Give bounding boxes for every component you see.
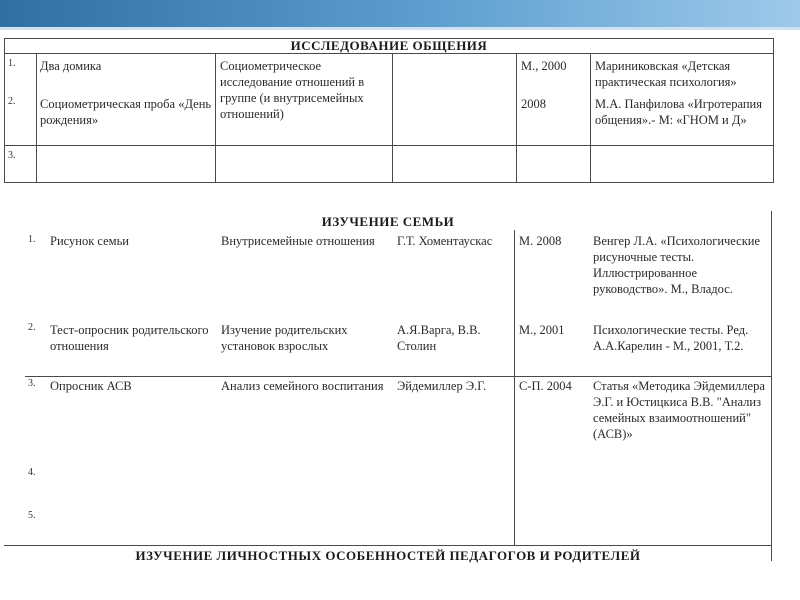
t2-border-bottom xyxy=(4,545,772,546)
t1-row1-year: М., 2000 xyxy=(521,59,567,73)
t2-row2-purpose: Изучение родительских установок взрослых xyxy=(221,323,348,353)
t2-row3-author: Эйдемиллер Э.Г. xyxy=(397,379,487,393)
t2-row3-purpose: Анализ семейного воспитания xyxy=(221,379,384,393)
t1-border-bottom xyxy=(4,182,774,183)
t2-row3-source: Статья «Методика Эйдемиллера Э.Г. и Юстицкиса В.В. "Анализ семейных взаимоотношений" (АСВ)» xyxy=(593,379,765,441)
t2-row3-method: Опросник АСВ xyxy=(50,379,132,393)
t2-row5-number: 5. xyxy=(28,510,36,521)
t2-row2-year: М., 2001 xyxy=(519,323,565,337)
t2-row1-purpose: Внутрисемейные отношения xyxy=(221,234,375,248)
t2-row-rule xyxy=(25,376,772,377)
t2-row2-source: Психологические тесты. Ред. А.А.Карелин - М., 2001, Т.2. xyxy=(593,323,749,353)
t1-row2-source: М.А. Панфилова «Игротерапия общения».- М: «ГНОМ и Д» xyxy=(595,97,762,127)
t1-border-left xyxy=(4,38,5,182)
t1-row1-source: Мариниковская «Детская практическая психология» xyxy=(595,59,737,89)
t2-row4-number: 4. xyxy=(28,467,36,478)
t1-row3-number: 3. xyxy=(8,150,16,161)
t2-col-divider xyxy=(514,230,515,545)
t2-row1-year: М. 2008 xyxy=(519,234,562,248)
t2-row2-number: 2. xyxy=(28,322,36,333)
t1-border-right xyxy=(773,38,774,182)
personality-section-title: ИЗУЧЕНИЕ ЛИЧНОСТНЫХ ОСОБЕННОСТЕЙ ПЕДАГОГОВ И РОДИТЕЛЕЙ xyxy=(135,548,641,563)
t2-border-right xyxy=(771,211,772,561)
t2-row1-number: 1. xyxy=(28,234,36,245)
t2-row1-method: Рисунок семьи xyxy=(50,234,129,248)
t1-col-divider-1 xyxy=(36,53,37,182)
t2-row2-author: А.Я.Варга, В.В. Столин xyxy=(397,323,481,353)
t1-col-divider-4 xyxy=(516,53,517,182)
t2-row2-method: Тест-опросник родительского отношения xyxy=(50,323,209,353)
t1-col-divider-2 xyxy=(215,53,216,182)
t1-row1-number: 1. xyxy=(8,58,16,69)
slide-header-bar xyxy=(0,0,800,27)
t1-row2-method: Социометрическая проба «День рождения» xyxy=(40,97,212,127)
t1-row2-number: 2. xyxy=(8,96,16,107)
t2-row3-year: С-П. 2004 xyxy=(519,379,572,393)
t1-col-divider-5 xyxy=(590,53,591,182)
t1-row1-purpose: Социометрическое исследование отношений в группе (и внутрисемейных отношений) xyxy=(220,59,365,121)
family-section-title: ИЗУЧЕНИЕ СЕМЬИ xyxy=(321,214,455,229)
slide-header-accent xyxy=(0,27,800,30)
t1-row1-method: Два домика xyxy=(40,59,102,73)
t1-col-divider-3 xyxy=(392,53,393,182)
t2-row1-source: Венгер Л.А. «Психологические рисуночные тесты. Иллюстрированное руководство». М., Владос. xyxy=(593,234,761,296)
communication-section-title: ИССЛЕДОВАНИЕ ОБЩЕНИЯ xyxy=(290,38,488,53)
t2-row3-number: 3. xyxy=(28,378,36,389)
t2-row1-author: Г.Т. Хоментаускас xyxy=(397,234,493,248)
t1-row2-year: 2008 xyxy=(521,97,546,111)
t1-row-rule xyxy=(4,145,774,146)
